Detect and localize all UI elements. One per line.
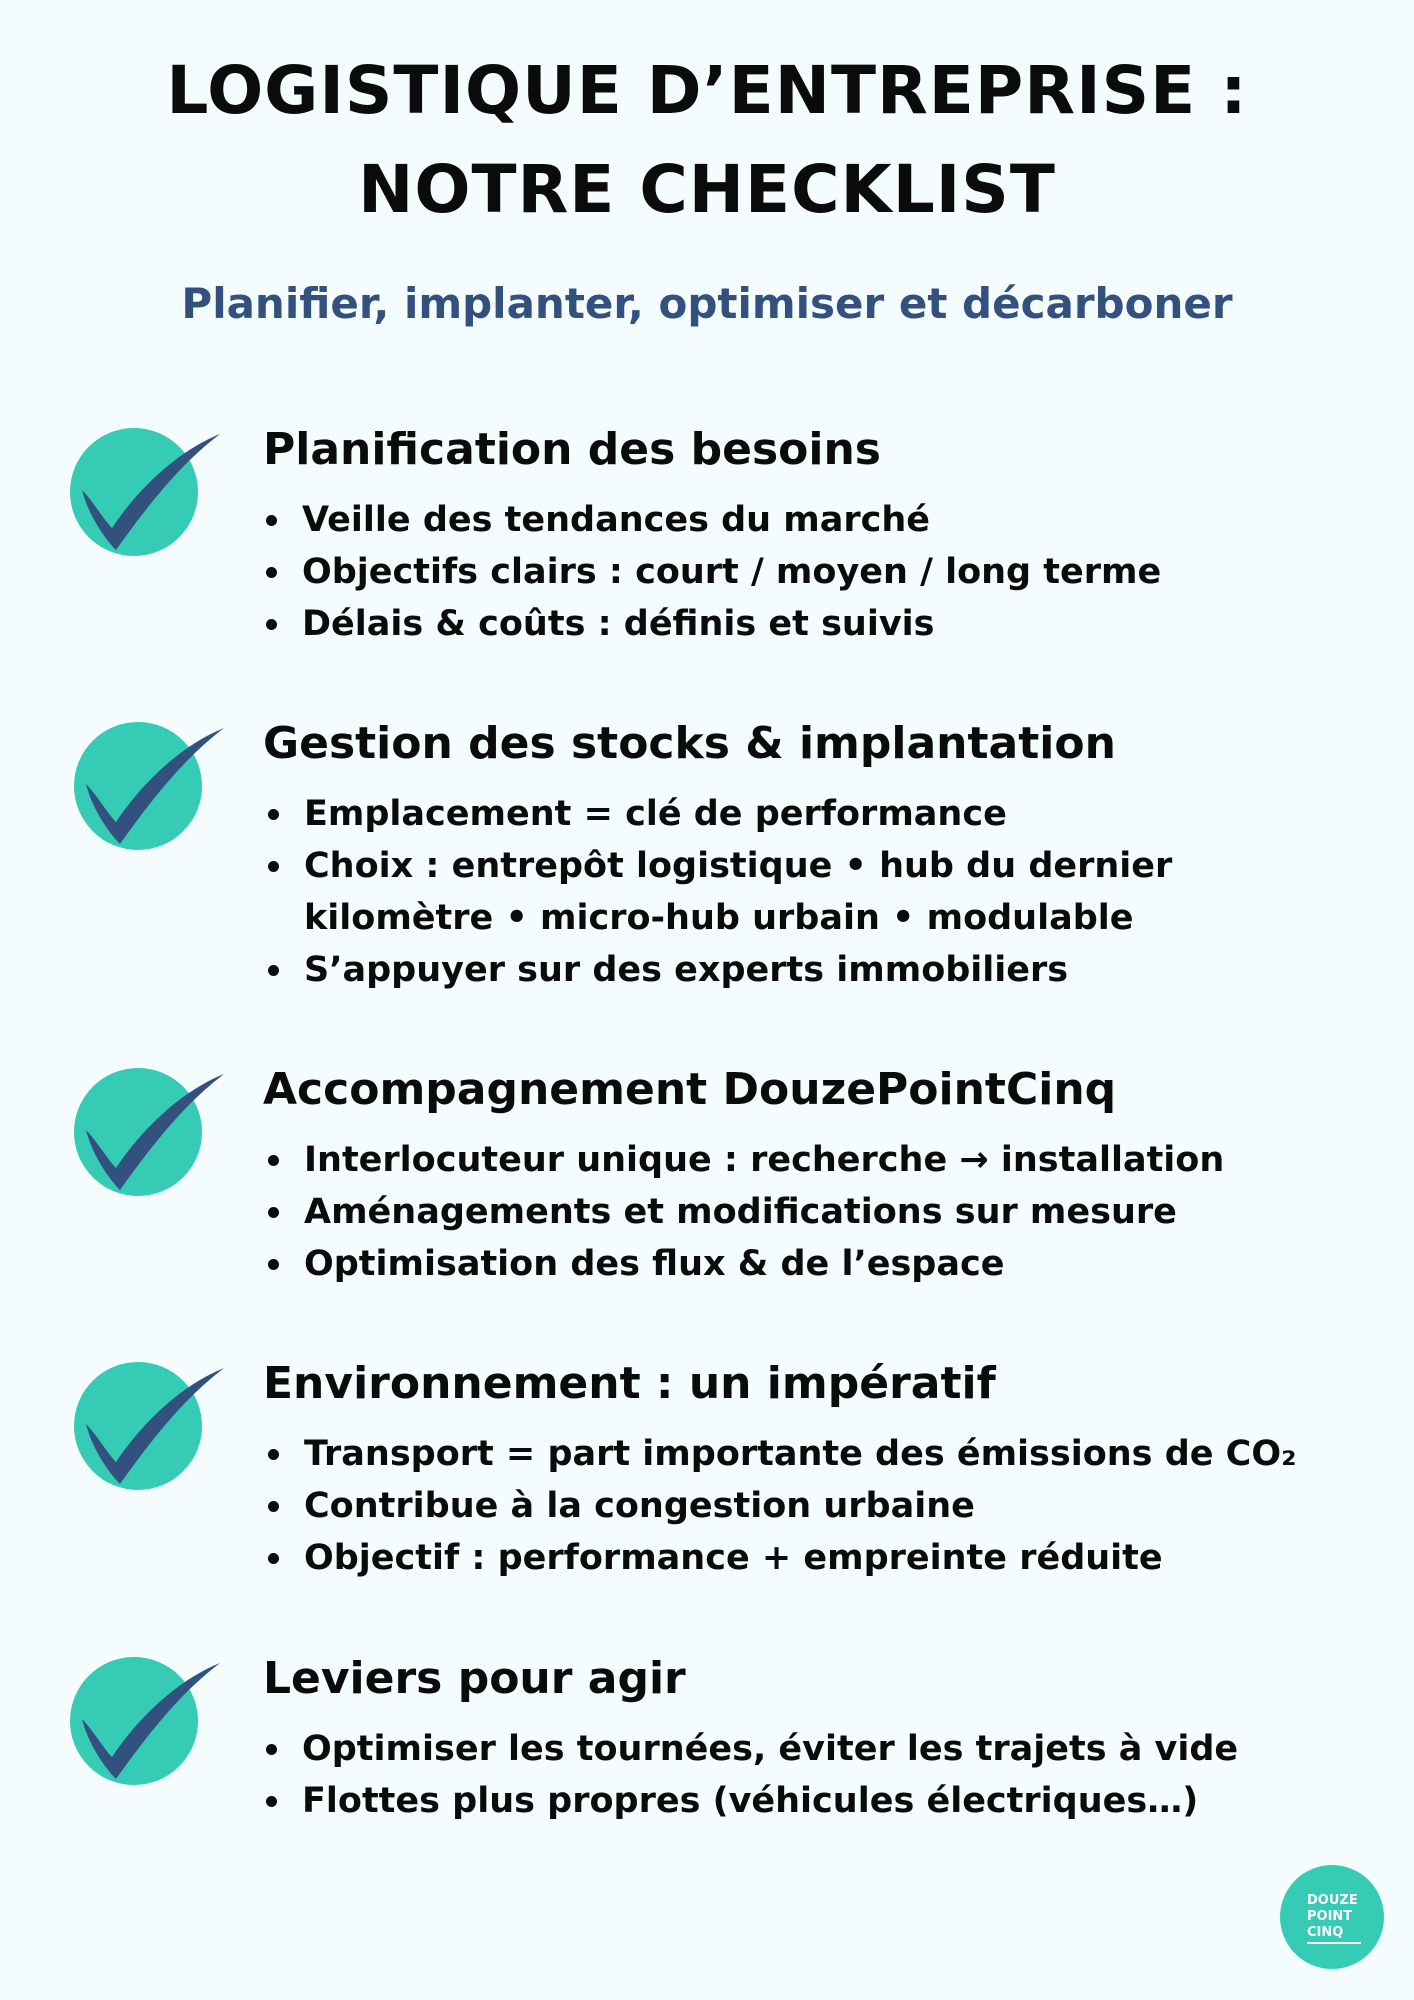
bullet-item: kilomètre • micro-hub urbain • modulable [304,898,1134,938]
page-title-line-2: NOTRE CHECKLIST [358,151,1056,228]
checkmark-icon [74,722,234,862]
section-title: Gestion des stocks & implantation [263,718,1116,769]
section-title: Environnement : un impératif [263,1358,996,1409]
section-title: Planification des besoins [263,424,881,475]
checkmark-icon [70,1657,230,1797]
bullet-item: S’appuyer sur des experts immobiliers [264,944,1172,996]
bullet-item: Aménagements et modifications sur mesure [264,1186,1224,1238]
page-subtitle: Planifier, implanter, optimiser et décarboner [181,279,1233,328]
bullet-item: Emplacement = clé de performance [264,788,1172,840]
checkmark-icon [70,428,230,568]
bullet-item: Objectifs clairs : court / moyen / long terme [262,546,1161,598]
bullet-item: Veille des tendances du marché [262,494,1161,546]
bullet-item: Délais & coûts : définis et suivis [262,598,1161,650]
page-title-line-1: LOGISTIQUE D’ENTREPRISE : [166,52,1248,129]
bullet-list [264,1428,1296,1584]
bullet-item: Contribue à la congestion urbaine [264,1480,1296,1532]
douzepointcinq-logo [1280,1865,1384,1969]
bullet-list [262,494,1161,650]
bullet-list [264,1134,1224,1290]
bullet-item: Objectif : performance + empreinte réduite [264,1532,1296,1584]
bullet-item: Interlocuteur unique : recherche → installation [264,1134,1224,1186]
checkmark-icon [74,1362,234,1502]
logo-text-line: DOUZE [1307,1893,1358,1908]
bullet-item: Optimisation des flux & de l’espace [264,1238,1224,1290]
bullet-list [262,1723,1238,1827]
bullet-item: Choix : entrepôt logistique • hub du dernier [264,840,1172,892]
bullet-item: Optimiser les tournées, éviter les trajets à vide [262,1723,1238,1775]
logo-underline [1307,1942,1361,1944]
bullet-item: Transport = part importante des émissions de CO₂ [264,1428,1296,1480]
logo-text-line: POINT [1307,1909,1353,1924]
logo-text-line: CINQ [1307,1925,1344,1940]
bullet-item: Flottes plus propres (véhicules électriques…) [262,1775,1238,1827]
bullet-list [264,788,1172,996]
section-title: Accompagnement DouzePointCinq [263,1064,1117,1115]
checkmark-icon [74,1068,234,1208]
section-title: Leviers pour agir [263,1653,686,1704]
